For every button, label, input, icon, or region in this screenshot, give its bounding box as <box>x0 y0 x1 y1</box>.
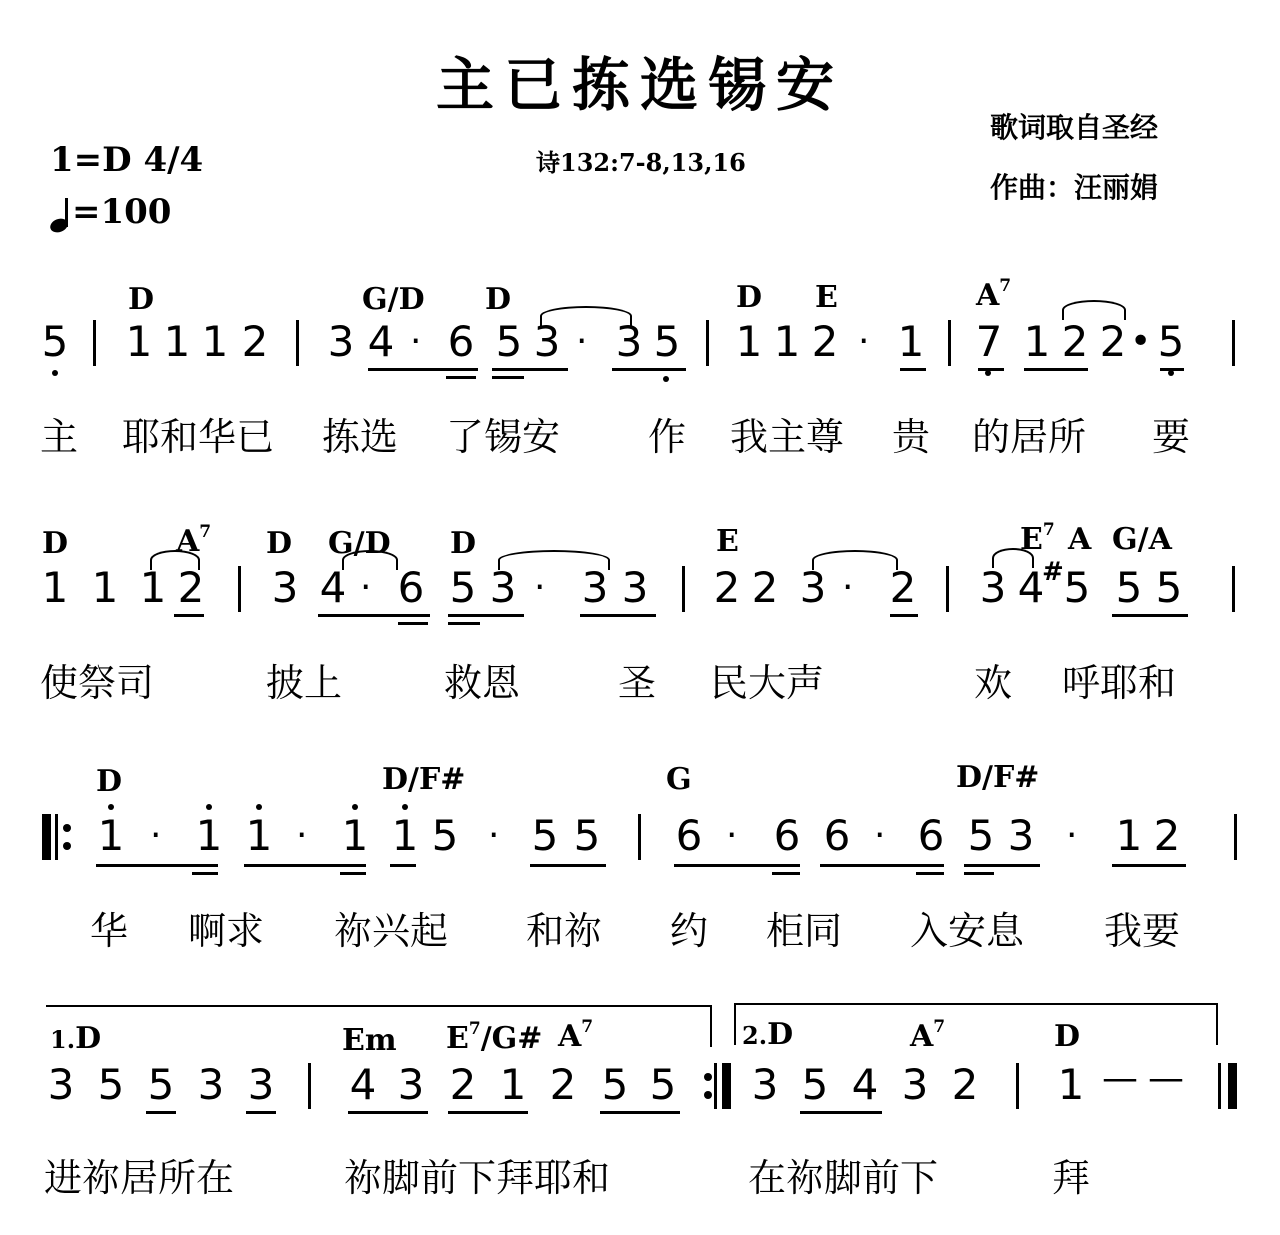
beam-line <box>348 1111 428 1114</box>
note: 2 <box>1099 317 1127 366</box>
lyric: 进祢居所在 <box>44 1156 235 1200</box>
tie-slur <box>1062 300 1126 320</box>
lyric: 救恩 <box>444 661 521 705</box>
chord-symbol: D <box>42 526 69 561</box>
note: 2 <box>751 563 779 612</box>
chord-symbol: $A^7$ <box>910 1017 946 1054</box>
note: 5 <box>1063 563 1091 612</box>
chord-symbol: E <box>716 524 739 559</box>
chord-symbol: D <box>128 282 155 317</box>
tie-slur <box>498 550 610 570</box>
bar-line <box>308 1063 311 1109</box>
beam-line <box>530 864 606 867</box>
chord-symbol: G/A <box>1112 522 1172 557</box>
note: 6 <box>675 811 703 860</box>
repeat-dots <box>704 1071 712 1101</box>
bar-line <box>238 566 241 612</box>
chord-symbol: G/D <box>362 282 425 317</box>
chord-symbol: D <box>450 526 477 561</box>
beam-line <box>146 1111 176 1114</box>
lyric: 在祢脚前下 <box>748 1156 939 1200</box>
note: 5 <box>1155 563 1183 612</box>
note: 6 <box>823 811 851 860</box>
note: 5 <box>97 1060 125 1109</box>
note-sharp: # 4 <box>1012 564 1050 612</box>
note: 3 <box>901 1060 929 1109</box>
beam-line <box>448 622 480 625</box>
note: 5 <box>449 563 477 612</box>
final-bar-thick <box>1228 1063 1237 1109</box>
composer-credit: 作曲：汪丽娟 <box>990 171 1159 204</box>
beam-line <box>246 1111 276 1114</box>
repeat-end-thin <box>714 1063 717 1109</box>
bar-line <box>1232 566 1235 612</box>
note: 3 <box>799 563 827 612</box>
lyric: 约 <box>670 909 709 953</box>
lyrics-credit: 歌词取自圣经 <box>990 111 1159 144</box>
bar-line <box>706 320 709 366</box>
note: 1 <box>1115 811 1143 860</box>
low-octave-dot <box>663 376 669 382</box>
note: 4 <box>851 1060 879 1109</box>
note: 2 <box>1153 811 1181 860</box>
note: 1 <box>92 812 130 860</box>
augmentation-dot: · <box>410 321 422 362</box>
note: 5 <box>147 1060 175 1109</box>
augmentation-dot: · <box>726 815 738 856</box>
lyric: 和祢 <box>526 909 603 953</box>
lyric: 呼耶和 <box>1062 661 1177 705</box>
augmentation-dot: · <box>488 815 500 856</box>
beam-line <box>916 872 944 875</box>
note: 1 <box>201 317 229 366</box>
beam-line <box>1112 864 1186 867</box>
bar-line <box>638 814 641 860</box>
beam-line <box>800 1111 882 1114</box>
note: 3 <box>489 563 517 612</box>
note: 3 <box>247 1060 275 1109</box>
note: 3 <box>615 317 643 366</box>
note: 5 <box>801 1060 829 1109</box>
note: 5 <box>495 317 523 366</box>
note: 1 <box>386 812 424 860</box>
augmentation-dot: · <box>858 321 870 362</box>
scripture-reference: 诗132:7-8,13,16 <box>536 148 746 177</box>
second-ending-bracket <box>734 1003 1218 1045</box>
note: 3 <box>751 1060 779 1109</box>
note: 1 <box>125 317 153 366</box>
note: 4 <box>367 317 395 366</box>
song-title: 主已拣选锡安 <box>435 51 844 119</box>
note: 2 <box>811 317 839 366</box>
augmentation-dot: · <box>576 321 588 362</box>
note: 3 <box>397 1060 425 1109</box>
extension-dash: — <box>1102 1058 1138 1099</box>
beam-line <box>890 614 918 617</box>
chord-symbol: $A^7$ <box>558 1017 594 1054</box>
note: 2 <box>549 1060 577 1109</box>
lyric: 拜 <box>1052 1156 1091 1200</box>
note: 3 <box>979 563 1007 612</box>
note: 1 <box>897 317 925 366</box>
chord-symbol: D <box>266 526 293 561</box>
lyric: 我要 <box>1104 909 1181 953</box>
lyric: 祢兴起 <box>334 909 449 953</box>
lyric: 华 <box>90 909 129 953</box>
note: 1 <box>41 563 69 612</box>
beam-line <box>492 376 524 379</box>
lyric: 圣 <box>618 661 657 705</box>
beam-line <box>900 368 926 371</box>
chord-symbol: Em <box>342 1023 397 1058</box>
lyric: 使祭司 <box>40 661 155 705</box>
note: 3 <box>1007 811 1035 860</box>
chord-symbol: D <box>1054 1019 1081 1054</box>
staff-system-1 <box>0 270 1280 510</box>
beam-line <box>1112 614 1188 617</box>
lyric: 祢脚前下拜耶和 <box>344 1156 611 1200</box>
chord-symbol: E <box>815 280 838 315</box>
note: 1 <box>163 317 191 366</box>
lyric: 主 <box>40 415 79 459</box>
bar-line <box>948 320 951 366</box>
tie-slur <box>540 306 632 326</box>
staff-system-3 <box>0 760 1280 1000</box>
bar-line <box>1234 814 1237 860</box>
beam-line <box>318 614 430 617</box>
note: 1 <box>499 1060 527 1109</box>
beam-line <box>1024 368 1088 371</box>
note: 6 <box>397 563 425 612</box>
beam-line <box>964 872 994 875</box>
bar-line <box>682 566 685 612</box>
staff-system-4 <box>0 995 1280 1235</box>
ending-1-label: 1.D <box>50 1021 102 1056</box>
beam-line <box>96 864 218 867</box>
note: 2 <box>951 1060 979 1109</box>
extension-dash: — <box>1148 1058 1184 1099</box>
augmentation-dot: · <box>1066 815 1078 856</box>
lyric: 披上 <box>266 661 343 705</box>
chord-symbol: D <box>485 282 512 317</box>
note: 4 <box>349 1060 377 1109</box>
note: 5 <box>967 811 995 860</box>
note: 1 <box>91 563 119 612</box>
augmentation-dot: · <box>360 567 372 608</box>
note: 1 <box>1057 1060 1085 1109</box>
beam-line <box>964 864 1040 867</box>
beam-line <box>674 864 800 867</box>
chord-symbol: D/F# <box>382 762 466 797</box>
chord-symbol: D/F# <box>956 760 1040 795</box>
bar-line <box>93 320 96 366</box>
lyric: 耶和华已 <box>122 415 275 459</box>
beam-line <box>978 368 1004 371</box>
beam-line <box>368 368 478 371</box>
beam-line <box>244 864 366 867</box>
chord-symbol: $E^7$ <box>1020 520 1055 557</box>
tie-slur <box>150 550 200 570</box>
beam-line <box>398 622 428 625</box>
note: 2 <box>241 317 269 366</box>
note: 3 <box>533 317 561 366</box>
note: 5 <box>41 317 69 366</box>
note: 3 <box>327 317 355 366</box>
beam-line <box>340 872 366 875</box>
note: 3 <box>271 563 299 612</box>
note: 6 <box>447 317 475 366</box>
chord-symbol: D <box>96 764 123 799</box>
key-signature: 1=D 4/4 <box>50 140 204 180</box>
tie-slur <box>342 550 398 570</box>
beam-line <box>390 864 416 867</box>
note: 2 <box>177 563 205 612</box>
quarter-note-icon <box>50 198 72 232</box>
lyric: 入安息 <box>910 909 1025 953</box>
lyric: 啊求 <box>188 909 265 953</box>
bar-line <box>296 320 299 366</box>
beam-line <box>612 368 686 371</box>
note: 2 <box>1061 317 1089 366</box>
beam-line <box>492 368 568 371</box>
augmentation-dot: · <box>874 815 886 856</box>
note: 5 <box>531 811 559 860</box>
note: 6 <box>773 811 801 860</box>
chord-symbol: A <box>1068 522 1092 557</box>
note: 5 <box>431 811 459 860</box>
note: 5 <box>653 317 681 366</box>
note: 2 <box>889 563 917 612</box>
tempo-value: =100 <box>72 192 172 232</box>
note: 1 <box>190 812 228 860</box>
augmentation-dot: · <box>842 567 854 608</box>
note: 5 <box>649 1060 677 1109</box>
staff-system-2 <box>0 516 1280 756</box>
ending-2-label: 2.D <box>742 1017 794 1052</box>
repeat-start-thick <box>42 814 51 860</box>
note: 3 <box>621 563 649 612</box>
lyric: 的居所 <box>972 415 1087 459</box>
augmentation-dot: · <box>296 815 308 856</box>
note: 1 <box>336 812 374 860</box>
low-octave-dot <box>52 370 58 376</box>
beam-line <box>192 872 218 875</box>
chord-symbol: G/D <box>328 526 391 561</box>
repeat-dots <box>63 822 71 852</box>
chord-symbol: $E^7/G\#$ <box>446 1019 543 1056</box>
note: 4 <box>319 563 347 612</box>
beam-line <box>600 1111 680 1114</box>
note: 1 <box>735 317 763 366</box>
lyric: 柜同 <box>766 909 843 953</box>
lyric: 作 <box>648 415 687 459</box>
note: 2 <box>713 563 741 612</box>
augmentation-dot: • <box>1130 321 1152 362</box>
beam-line <box>1160 368 1184 371</box>
note: 1 <box>1023 317 1051 366</box>
chord-symbol: G <box>666 762 692 797</box>
repeat-start-thin <box>55 814 58 860</box>
note: 3 <box>197 1060 225 1109</box>
note: 1 <box>139 563 167 612</box>
note: 1 <box>240 812 278 860</box>
tempo-marking <box>50 192 171 232</box>
beam-line <box>174 614 204 617</box>
lyric: 我主尊 <box>730 415 845 459</box>
bar-line <box>946 566 949 612</box>
note: 6 <box>917 811 945 860</box>
beam-line <box>448 1111 528 1114</box>
tie-slur <box>812 550 898 570</box>
note: 3 <box>47 1060 75 1109</box>
bar-line <box>1232 320 1235 366</box>
lyric: 欢 <box>974 661 1013 705</box>
beam-line <box>446 376 476 379</box>
note: 3 <box>581 563 609 612</box>
beam-line <box>820 864 944 867</box>
beam-line <box>772 872 800 875</box>
chord-symbol: $A^7$ <box>176 522 212 559</box>
note: 7 <box>975 317 1003 366</box>
note: 5 <box>601 1060 629 1109</box>
lyric: 拣选 <box>322 415 399 459</box>
beam-line <box>448 614 524 617</box>
lyric: 贵 <box>892 415 931 459</box>
beam-line <box>580 614 656 617</box>
final-bar-thin <box>1218 1063 1221 1109</box>
lyric: 了锡安 <box>446 415 561 459</box>
bar-line <box>1016 1063 1019 1109</box>
augmentation-dot: · <box>534 567 546 608</box>
note: 2 <box>449 1060 477 1109</box>
note: 5 <box>573 811 601 860</box>
note: 1 <box>773 317 801 366</box>
chord-symbol: $A^7$ <box>976 276 1012 313</box>
tie-slur <box>992 548 1034 568</box>
note: 5 <box>1157 317 1185 366</box>
note: 5 <box>1115 563 1143 612</box>
chord-symbol: D <box>736 280 763 315</box>
repeat-end-thick <box>722 1063 731 1109</box>
lyric: 民大声 <box>710 661 825 705</box>
augmentation-dot: · <box>150 815 162 856</box>
lyric: 要 <box>1152 415 1191 459</box>
